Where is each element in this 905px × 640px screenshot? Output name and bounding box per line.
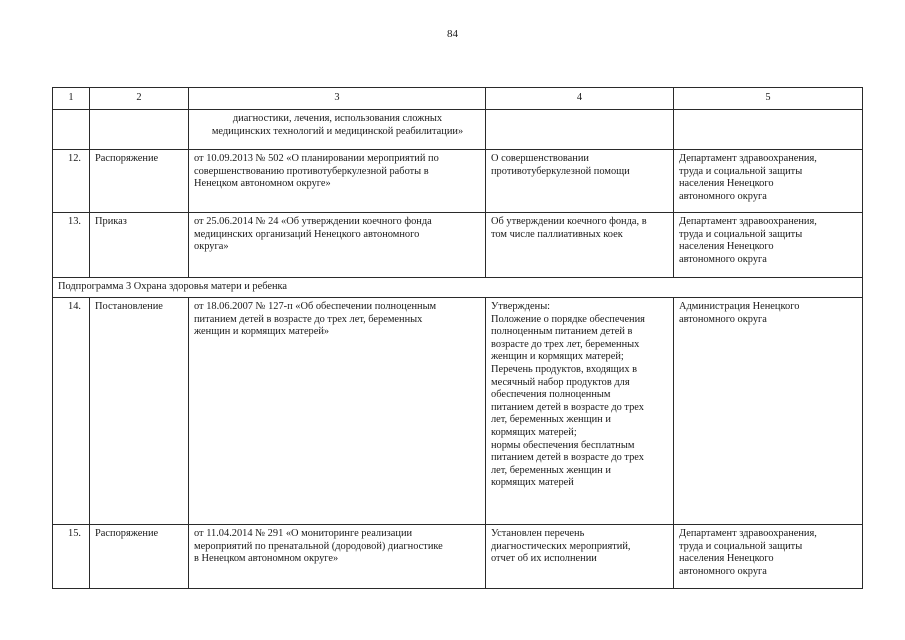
row-type [90,110,189,150]
row-purpose: Об утверждении коечного фонда, в том числе паллиативных коек [486,213,674,278]
row-number [53,110,90,150]
header-cell: 5 [674,88,863,110]
row-number: 15. [53,525,90,589]
row-purpose: Утверждены: Положение о порядке обеспечения полноценным питанием детей в возрасте до трех лет, беременных женщин и кормящих матерей; Перечень продуктов, входящих в месячный набор продуктов для обеспечения полноценным питанием детей в возрасте до трех лет, беременных женщин и кормящих матерей; нормы обеспечения бесплатным питанием детей в возрасте до трех лет, беременных женщин и кормящих матерей [486,298,674,525]
row-purpose [486,110,674,150]
row-purpose: О совершенствовании противотуберкулезной помощи [486,150,674,213]
row-type: Распоряжение [90,150,189,213]
table-row [53,150,863,213]
row-document: диагностики, лечения, использования сложных медицинских технологий и медицинской реабилитации» [189,110,486,150]
row-document: от 11.04.2014 № 291 «О мониторинге реализации мероприятий по пренатальной (дородовой) диагностике в Ненецком автономном округе» [189,525,486,589]
header-cell: 1 [53,88,90,110]
row-responsible: Департамент здравоохранения, труда и социальной защиты населения Ненецкого автономного округа [674,213,863,278]
row-number: 12. [53,150,90,213]
row-responsible: Администрация Ненецкого автономного округа [674,298,863,525]
row-type: Приказ [90,213,189,278]
row-number: 13. [53,213,90,278]
row-responsible: Департамент здравоохранения, труда и социальной защиты населения Ненецкого автономного округа [674,150,863,213]
subprogram-title: Подпрограмма 3 Охрана здоровья матери и ребенка [53,278,863,298]
row-number: 14. [53,298,90,525]
table-header-row [53,88,863,110]
document-table [52,87,863,589]
table-row [53,298,863,525]
row-document: от 25.06.2014 № 24 «Об утверждении коечного фонда медицинских организаций Ненецкого автономного округа» [189,213,486,278]
header-cell: 4 [486,88,674,110]
header-cell: 2 [90,88,189,110]
header-cell: 3 [189,88,486,110]
row-responsible [674,110,863,150]
row-document: от 18.06.2007 № 127-п «Об обеспечении полноценным питанием детей в возрасте до трех лет, беременных женщин и кормящих матерей» [189,298,486,525]
table-row-continuation [53,110,863,150]
row-purpose: Установлен перечень диагностических мероприятий, отчет об их исполнении [486,525,674,589]
row-document: от 10.09.2013 № 502 «О планировании мероприятий по совершенствованию противотуберкулезной работы в Ненецком автономном округе» [189,150,486,213]
subprogram-row [53,278,863,298]
page-number: 84 [447,28,458,40]
table-row [53,213,863,278]
row-type: Постановление [90,298,189,525]
row-type: Распоряжение [90,525,189,589]
table-row [53,525,863,589]
row-responsible: Департамент здравоохранения, труда и социальной защиты населения Ненецкого автономного округа [674,525,863,589]
